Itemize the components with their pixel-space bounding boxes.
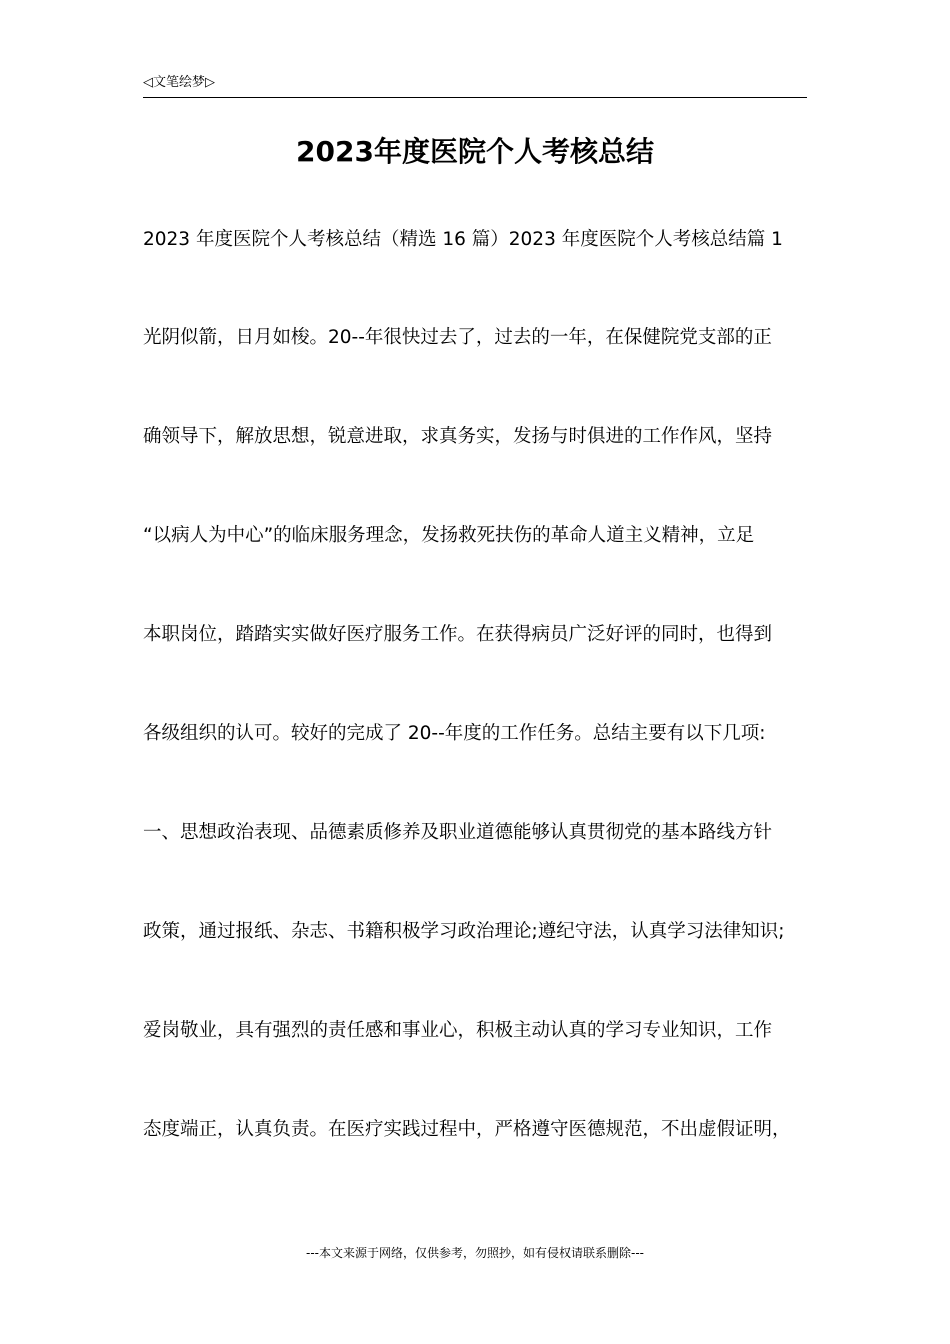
- body-line-5: 本职岗位，踏踏实实做好医疗服务工作。在获得病员广泛好评的同时，也得到: [143, 624, 773, 645]
- body-line-7: 一、思想政治表现、品德素质修养及职业道德能够认真贯彻党的基本路线方针: [143, 822, 773, 843]
- page-footer: ---本文来源于网络，仅供参考，勿照抄，如有侵权请联系删除---: [306, 1246, 644, 1260]
- body-line-9: 爱岗敬业，具有强烈的责任感和事业心，积极主动认真的学习专业知识，工作: [143, 1020, 773, 1041]
- body-line-10: 态度端正，认真负责。在医疗实践过程中，严格遵守医德规范，不出虚假证明，: [143, 1119, 791, 1140]
- body-line-2: 光阴似箭，日月如梭。20--年很快过去了，过去的一年，在保健院党支部的正: [143, 327, 772, 348]
- body-line-8: 政策，通过报纸、杂志、书籍积极学习政治理论;遵纪守法，认真学习法律知识;: [143, 921, 785, 942]
- body-line-6: 各级组织的认可。较好的完成了 20--年度的工作任务。总结主要有以下几项:: [143, 723, 766, 744]
- body-line-4: “以病人为中心”的临床服务理念，发扬救死扶伤的革命人道主义精神，立足: [143, 525, 755, 546]
- body-line-1: 2023 年度医院个人考核总结（精选 16 篇）2023 年度医院个人考核总结篇 1: [143, 229, 783, 250]
- body-line-3: 确领导下，解放思想，锐意进取，求真务实，发扬与时俱进的工作作风，坚持: [143, 426, 773, 447]
- page-header: [143, 74, 807, 98]
- document-title: 2023年度医院个人考核总结: [296, 135, 654, 168]
- header-text: ◁文笔绘梦▷: [143, 75, 215, 90]
